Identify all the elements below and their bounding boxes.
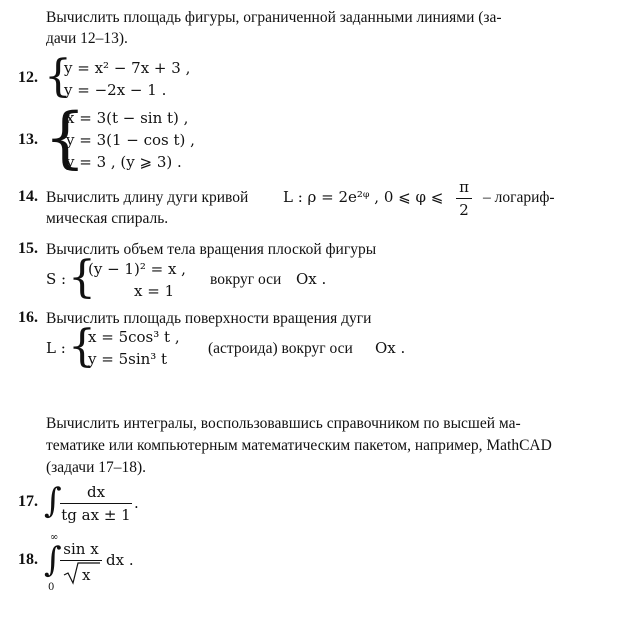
problem-16-axis: Ox . — [375, 339, 406, 357]
problem-14-text: Вычислить длину дуги кривой — [46, 189, 249, 206]
intro-line-1: Вычислить площадь фигуры, ограниченной заданными линиями (за- — [46, 9, 502, 26]
problem-16-around: (астроида) вокруг оси — [208, 340, 353, 357]
fraction-denominator: 2 — [459, 201, 469, 219]
fraction-numerator: dx — [86, 483, 106, 501]
fraction-bar — [60, 503, 132, 504]
intro2-line-2: тематике или компьютерным математическим пакетом, например, MathCAD — [46, 437, 552, 454]
problem-17-fraction — [60, 483, 132, 524]
problem-12-eq-1: y = x² − 7x + 3 , — [64, 59, 191, 77]
problem-15-label: S : — [46, 270, 67, 288]
integral-sign: ∫ — [44, 540, 62, 580]
problem-12-number: 12. — [18, 69, 38, 86]
fraction-denominator: tg ax ± 1 — [61, 506, 131, 524]
system-brace: { — [68, 252, 96, 303]
problem-15-axis: Ox . — [296, 270, 327, 288]
problem-13-eq-2: y = 3(1 − cos t) , — [66, 131, 195, 149]
problem-16-eq-2: y = 5sin³ t — [88, 350, 168, 368]
intro2-line-1: Вычислить интегралы, воспользовавшись справочником по высшей ма- — [46, 415, 521, 432]
sqrt-sign — [60, 561, 102, 585]
intro-line-2: дачи 12–13). — [46, 30, 128, 47]
fraction-numerator: π — [459, 178, 469, 196]
problem-13-eq-1: x = 3(t − sin t) , — [66, 109, 189, 127]
intro2-line-3: (задачи 17–18). — [46, 459, 147, 476]
problem-15-eq-1: (y − 1)² = x , — [88, 260, 186, 278]
problem-14-number: 14. — [18, 188, 38, 205]
system-brace: { — [44, 99, 86, 176]
problem-13-number: 13. — [18, 131, 38, 148]
problem-12-eq-2: y = −2x − 1 . — [64, 81, 167, 99]
problem-16-label: L : — [46, 339, 66, 357]
problem-16-eq-1: x = 5cos³ t , — [88, 328, 180, 346]
problem-17-tail: . — [134, 494, 139, 512]
problem-14-text-2: – логариф- — [483, 189, 555, 206]
problem-15-around: вокруг оси — [210, 271, 282, 288]
fraction-bar — [456, 198, 472, 199]
problem-15-eq-2: x = 1 — [134, 282, 175, 300]
problem-13-eq-3: y = 3 , (y ⩾ 3) . — [66, 153, 182, 171]
problem-15-number: 15. — [18, 240, 38, 257]
system-brace: { — [44, 51, 72, 102]
problem-18-number: 18. — [18, 551, 38, 568]
pi-over-2-fraction — [456, 178, 472, 219]
problem-17-number: 17. — [18, 493, 38, 510]
system-brace: { — [68, 321, 96, 372]
integral-lower-limit: 0 — [48, 582, 55, 593]
problem-18-fraction — [60, 540, 102, 585]
problem-18-tail: dx . — [106, 551, 134, 569]
fraction-denominator: x — [82, 566, 91, 584]
problem-14-line-2: мическая спираль. — [46, 210, 169, 227]
problem-15-text: Вычислить объем тела вращения плоской фигуры — [46, 241, 377, 258]
integral-upper-limit: ∞ — [50, 532, 59, 543]
problem-16-number: 16. — [18, 309, 38, 326]
problem-14-formula: L : ρ = 2e²ᵠ , 0 ⩽ φ ⩽ — [283, 188, 444, 206]
fraction-denominator-root — [60, 563, 102, 585]
fraction-numerator: sin x — [63, 540, 99, 558]
problem-16-text: Вычислить площадь поверхности вращения дуги — [46, 310, 372, 327]
integral-sign: ∫ — [44, 481, 62, 521]
